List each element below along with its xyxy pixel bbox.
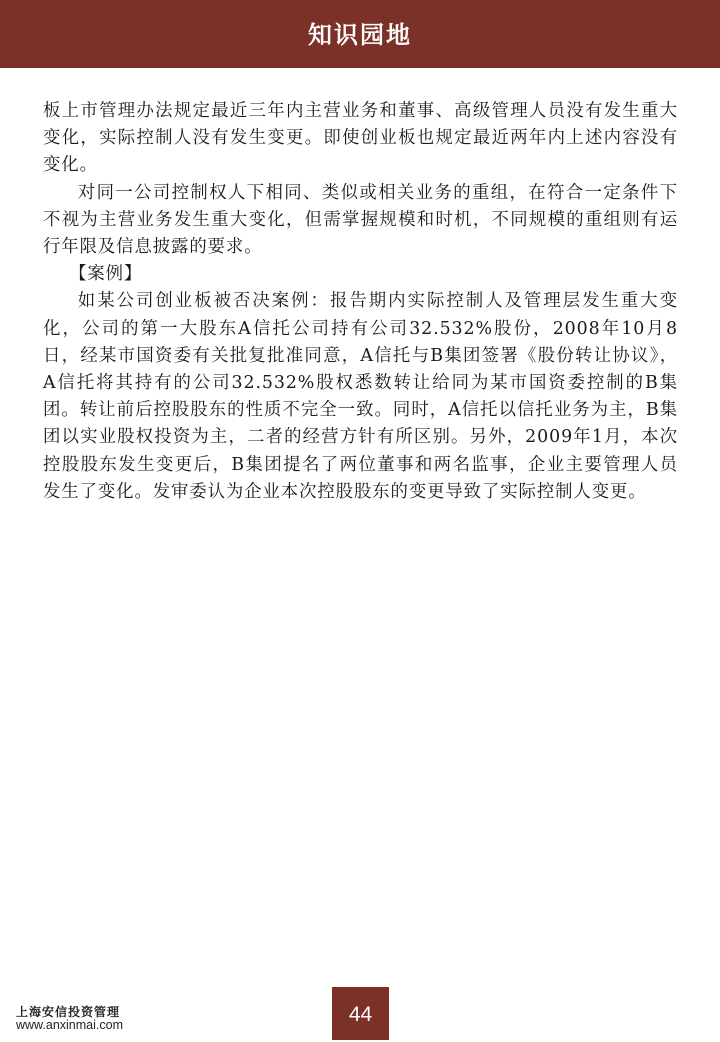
footer-company-name: 上海安信投资管理	[16, 1005, 121, 1019]
paragraph-restructuring: 对同一公司控制权人下相同、类似或相关业务的重组，在符合一定条件下不视为主营业务发生重大变化，但需掌握规模和时机，不同规模的重组则有运行年限及信息披露的要求。	[43, 182, 678, 258]
case-heading: 【案例】	[69, 264, 143, 285]
header-band	[0, 0, 720, 68]
footer-website-url: www.anxinmai.com	[16, 1018, 123, 1032]
paragraph-case: 如某公司创业板被否决案例：报告期内实际控制人及管理层发生重大变化，公司的第一大股东A信托公司持有公司32.532%股份，2008年10月8日，经某市国资委有关批复批准同意，A信托与B集团签署《股份转让协议》，A信托将其持有的公司32.532%股权悉数转让给同为某市国资委控制的B集团。转让前后控股股东的性质不完全一致。同时，A信托以信托业务为主，B集团以实业股权投资为主，二者的经营方针有所区别。另外，2009年1月，本次控股股东发生变更后，B集团提名了两位董事和两名监事，企业主要管理人员发生了变化。发审委认为企业本次控股股东的变更导致了实际控制人变更。	[43, 291, 678, 502]
paragraph-continuation: 板上市管理办法规定最近三年内主营业务和董事、高级管理人员没有发生重大变化，实际控制人没有发生变更。即使创业板也规定最近两年内上述内容没有变化。	[43, 101, 678, 176]
article-body	[43, 98, 678, 506]
page-number: 44	[332, 987, 389, 1040]
section-title: 知识园地	[308, 21, 412, 49]
